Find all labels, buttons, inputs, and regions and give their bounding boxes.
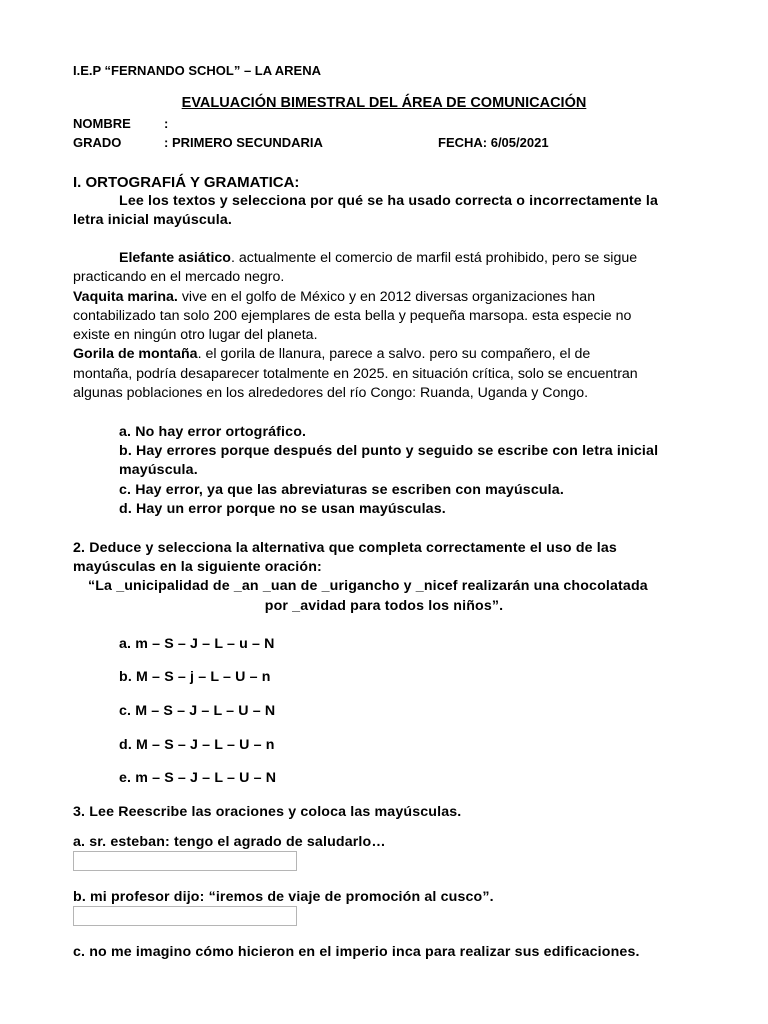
grade-label: GRADO bbox=[73, 135, 122, 150]
q3-item-a: a. sr. esteban: tengo el agrado de saludarlo… bbox=[73, 834, 386, 850]
q2-sentence-line-2: por _avidad para todos los niños”. bbox=[264, 598, 504, 614]
instruction-line-2: letra inicial mayúscula. bbox=[73, 212, 232, 228]
q2-sentence-line-1: “La _unicipalidad de _an _uan de _urigancho y _nicef realizarán una chocolatada bbox=[88, 578, 648, 594]
q2-number: 2 bbox=[73, 540, 82, 556]
q1-option-a[interactable]: a. No hay error ortográfico. bbox=[119, 424, 307, 440]
text-elefante-line-2: practicando en el mercado negro. bbox=[73, 269, 285, 285]
text-term: Elefante asiático bbox=[119, 250, 231, 266]
text-gorila-line-2: montaña, podría desaparecer totalmente en 2025. en situación crítica, solo se encuentran bbox=[73, 366, 638, 382]
q1-option-b[interactable]: b. Hay errores porque después del punto y seguido se escribe con letra inicial bbox=[119, 443, 659, 459]
q1-option-b-cont[interactable]: mayúscula. bbox=[119, 462, 198, 478]
q2-prompt-line-1: 2. Deduce y selecciona la alternativa que completa correctamente el uso de las bbox=[73, 540, 617, 556]
section-heading: I. ORTOGRAFIÁ Y GRAMATICA: bbox=[73, 174, 300, 191]
q2-prompt-line-2: mayúsculas en la siguiente oración: bbox=[73, 559, 322, 575]
text-elefante-line-1: Elefante asiático. actualmente el comercio de marfil está prohibido, pero se sigue bbox=[119, 250, 638, 266]
text-vaquita-line-2: contabilizado tan solo 200 ejemplares de esta bella y pequeña marsopa. esta especie no bbox=[73, 308, 632, 324]
text-gorila-line-1: Gorila de montaña. el gorila de llanura, parece a salvo. pero su compañero, el de bbox=[73, 346, 591, 362]
grade-value: : PRIMERO SECUNDARIA bbox=[164, 135, 323, 150]
q3-prompt: 3. Lee Reescribe las oraciones y coloca las mayúsculas. bbox=[73, 804, 462, 820]
q3-item-b: b. mi profesor dijo: “iremos de viaje de promoción al cusco”. bbox=[73, 889, 494, 905]
instruction-line-1: Lee los textos y selecciona por qué se ha usado correcta o incorrectamente la bbox=[119, 193, 659, 209]
q2-option-a[interactable]: a. m – S – J – L – u – N bbox=[119, 636, 275, 652]
exam-date: FECHA: 6/05/2021 bbox=[438, 135, 549, 150]
name-label: NOMBRE bbox=[73, 116, 131, 131]
text-vaquita-line-1: Vaquita marina. vive en el golfo de México y en 2012 diversas organizaciones han bbox=[73, 289, 596, 305]
q3-answer-field-b[interactable] bbox=[73, 906, 297, 926]
name-colon: : bbox=[164, 116, 169, 131]
text-term: Vaquita marina. bbox=[73, 289, 178, 305]
text-term: Gorila de montaña bbox=[73, 346, 198, 362]
q2-option-d[interactable]: d. M – S – J – L – U – n bbox=[119, 737, 275, 753]
school-name: I.E.P “FERNANDO SCHOL” – LA ARENA bbox=[73, 63, 321, 78]
text-vaquita-line-3: existe en ningún otro lugar del planeta. bbox=[73, 327, 318, 343]
q2-option-c[interactable]: c. M – S – J – L – U – N bbox=[119, 703, 276, 719]
q2-option-b[interactable]: b. M – S – j – L – U – n bbox=[119, 669, 271, 685]
q1-option-c[interactable]: c. Hay error, ya que las abreviaturas se escriben con mayúscula. bbox=[119, 482, 564, 498]
q2-option-e[interactable]: e. m – S – J – L – U – N bbox=[119, 770, 277, 786]
text-gorila-line-3: algunas poblaciones en los alrededores del río Congo: Ruanda, Uganda y Congo. bbox=[73, 385, 589, 401]
q3-answer-field-a[interactable] bbox=[73, 851, 297, 871]
page-title: EVALUACIÓN BIMESTRAL DEL ÁREA DE COMUNICACIÓN bbox=[181, 95, 587, 111]
q1-option-d[interactable]: d. Hay un error porque no se usan mayúsculas. bbox=[119, 501, 446, 517]
q3-item-c: c. no me imagino cómo hicieron en el imperio inca para realizar sus edificaciones. bbox=[73, 944, 640, 960]
